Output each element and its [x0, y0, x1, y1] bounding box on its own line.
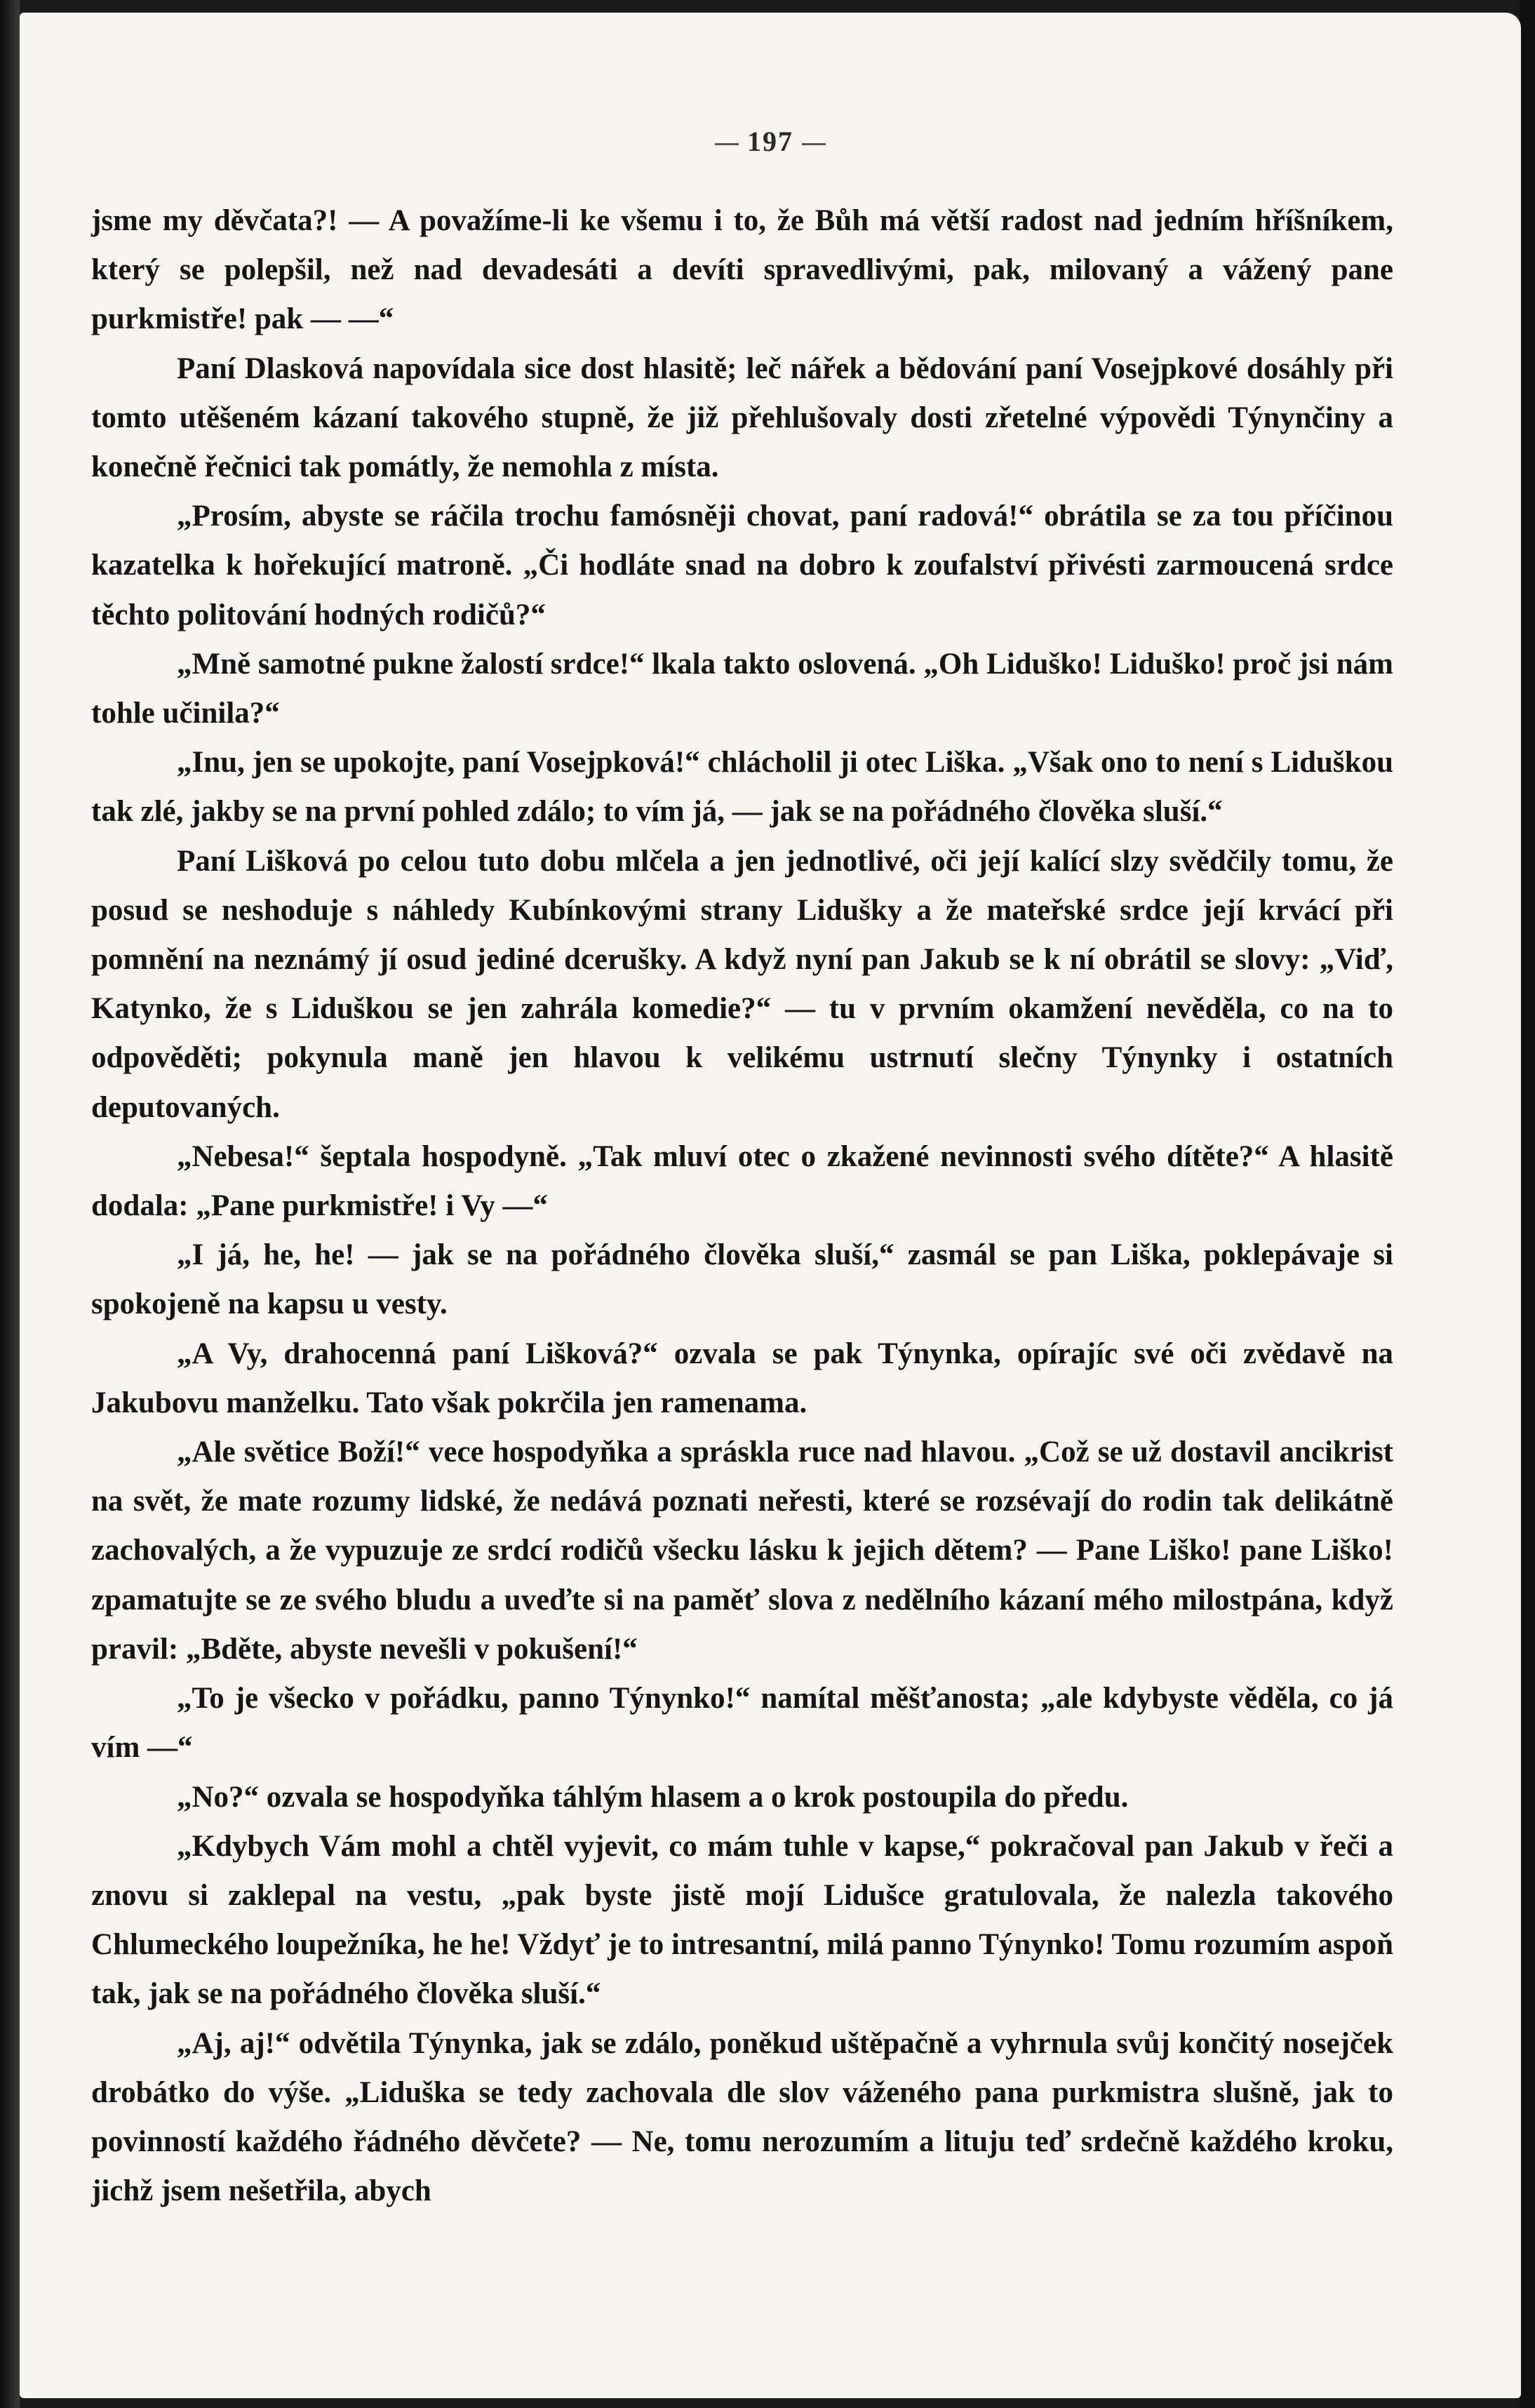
page-body — [91, 196, 1393, 2216]
page-number: 197 — [20, 125, 1521, 158]
paragraph: „A Vy, drahocenná paní Lišková?“ ozvala se pak Týnynka, opírajíc své oči zvědavě na Jakubovu manželku. Tato však pokrčila jen ramenama. — [91, 1337, 1393, 1419]
paragraph: jsme my děvčata?! — A považíme-li ke všemu i to, že Bůh má větší radost nad jedním hříšníkem, který se polepšil, než nad devadesáti a devíti spravedlivými, pak, milovaný a vážený pane purkmistře! pak — —“ — [91, 204, 1393, 336]
paragraph: „No?“ ozvala se hospodyňka táhlým hlasem a o krok postoupila do předu. — [177, 1780, 1129, 1814]
paragraph: Paní Dlasková napovídala sice dost hlasitě; leč nářek a bědování paní Vosejpkové dosáhly při tomto utěšeném kázaní takového stupně, že již přehlušovaly dosti zřetelné výpovědi Týnynčiny a konečně řečnici tak pomátly, že nemohla z místa. — [91, 352, 1393, 484]
paragraph: Paní Lišková po celou tuto dobu mlčela a jen jednotlivé, oči její kalící slzy svědčily tomu, že posud se neshoduje s náhledy Kubínkovými strany Lidušky a že mateřské srdce její krvácí při pomnění na neznámý jí osud jediné dcerušky. A když nyní pan Jakub se k ní obrátil se slovy: „Viď, Katynko, že s Liduškou se jen zahrála komedie?“ — tu v prvním okamžení nevěděla, co na to odpověděti; pokynula maně jen hlavou k velikému ustrnutí slečny Týnynky i ostatních deputovaných. — [91, 844, 1393, 1124]
paragraph: „Nebesa!“ šeptala hospodyně. „Tak mluví otec o zkažené nevinnosti svého dítěte?“ A hlasitě dodala: „Pane purkmistře! i Vy —“ — [91, 1139, 1393, 1223]
scan-left-edge — [0, 0, 20, 2408]
paragraph: „I já, he, he! — jak se na pořádného člověka sluší,“ zasmál se pan Liška, poklepávaje si spokojeně na kapsu u vesty. — [91, 1238, 1393, 1321]
paragraph: „Aj, aj!“ odvětila Týnynka, jak se zdálo, poněkud uštěpačně a vyhrnula svůj končitý nosejček drobátko do výše. „Liduška se tedy zachovala dle slov váženého pana purkmistra slušně, jak to povinností každého řádného děvčete? — Ne, tomu nerozumím a lituju teď srdečně každého kroku, jichž jsem nešetřila, abych — [91, 2026, 1393, 2208]
paragraph: „Mně samotné pukne žalostí srdce!“ lkala takto oslovená. „Oh Liduško! Liduško! proč jsi nám tohle učinila?“ — [91, 647, 1393, 730]
paragraph: „To je všecko v pořádku, panno Týnynko!“ namítal měšťanosta; „ale kdybyste věděla, co já vím —“ — [91, 1682, 1393, 1765]
paragraph: „Ale světice Boží!“ vece hospodyňka a spráskla ruce nad hlavou. „Což se už dostavil ancikrist na svět, že mate rozumy lidské, že nedává poznati neřesti, které se rozsévají do rodin tak delikátně zachovalých, a že vypuzuje ze srdcí rodičů všecku lásku k jejich dětem? — Pane Liško! pane Liško! zpamatujte se ze svého bludu a uveďte si na paměť slova z nedělního kázaní mého milostpána, když pravil: „Bděte, abyste nevešli v pokušení!“ — [91, 1436, 1393, 1666]
paragraph: „Inu, jen se upokojte, paní Vosejpková!“ chlácholil ji otec Liška. „Však ono to není s Liduškou tak zlé, jakby se na první pohled zdálo; to vím já, — jak se na pořádného člověka sluší.“ — [91, 746, 1393, 829]
book-page — [20, 13, 1521, 2398]
paragraph: „Kdybych Vám mohl a chtěl vyjevit, co mám tuhle v kapse,“ pokračoval pan Jakub v řeči a znovu si zaklepal na vestu, „pak byste jistě mojí Lidušce gratulovala, že nalezla takového Chlumeckého loupežníka, he he! Vždyť je to intresantní, milá panno Týnynko! Tomu rozumím aspoň tak, jak se na pořádného člověka sluší.“ — [91, 1829, 1393, 2011]
scan-right-edge — [1520, 0, 1535, 2408]
paragraph: „Prosím, abyste se ráčila trochu famósněji chovat, paní radová!“ obrátila se za tou příčinou kazatelka k hořekující matroně. „Či hodláte snad na dobro k zoufalství přivésti zarmoucená srdce těchto politování hodných rodičů?“ — [91, 500, 1393, 631]
